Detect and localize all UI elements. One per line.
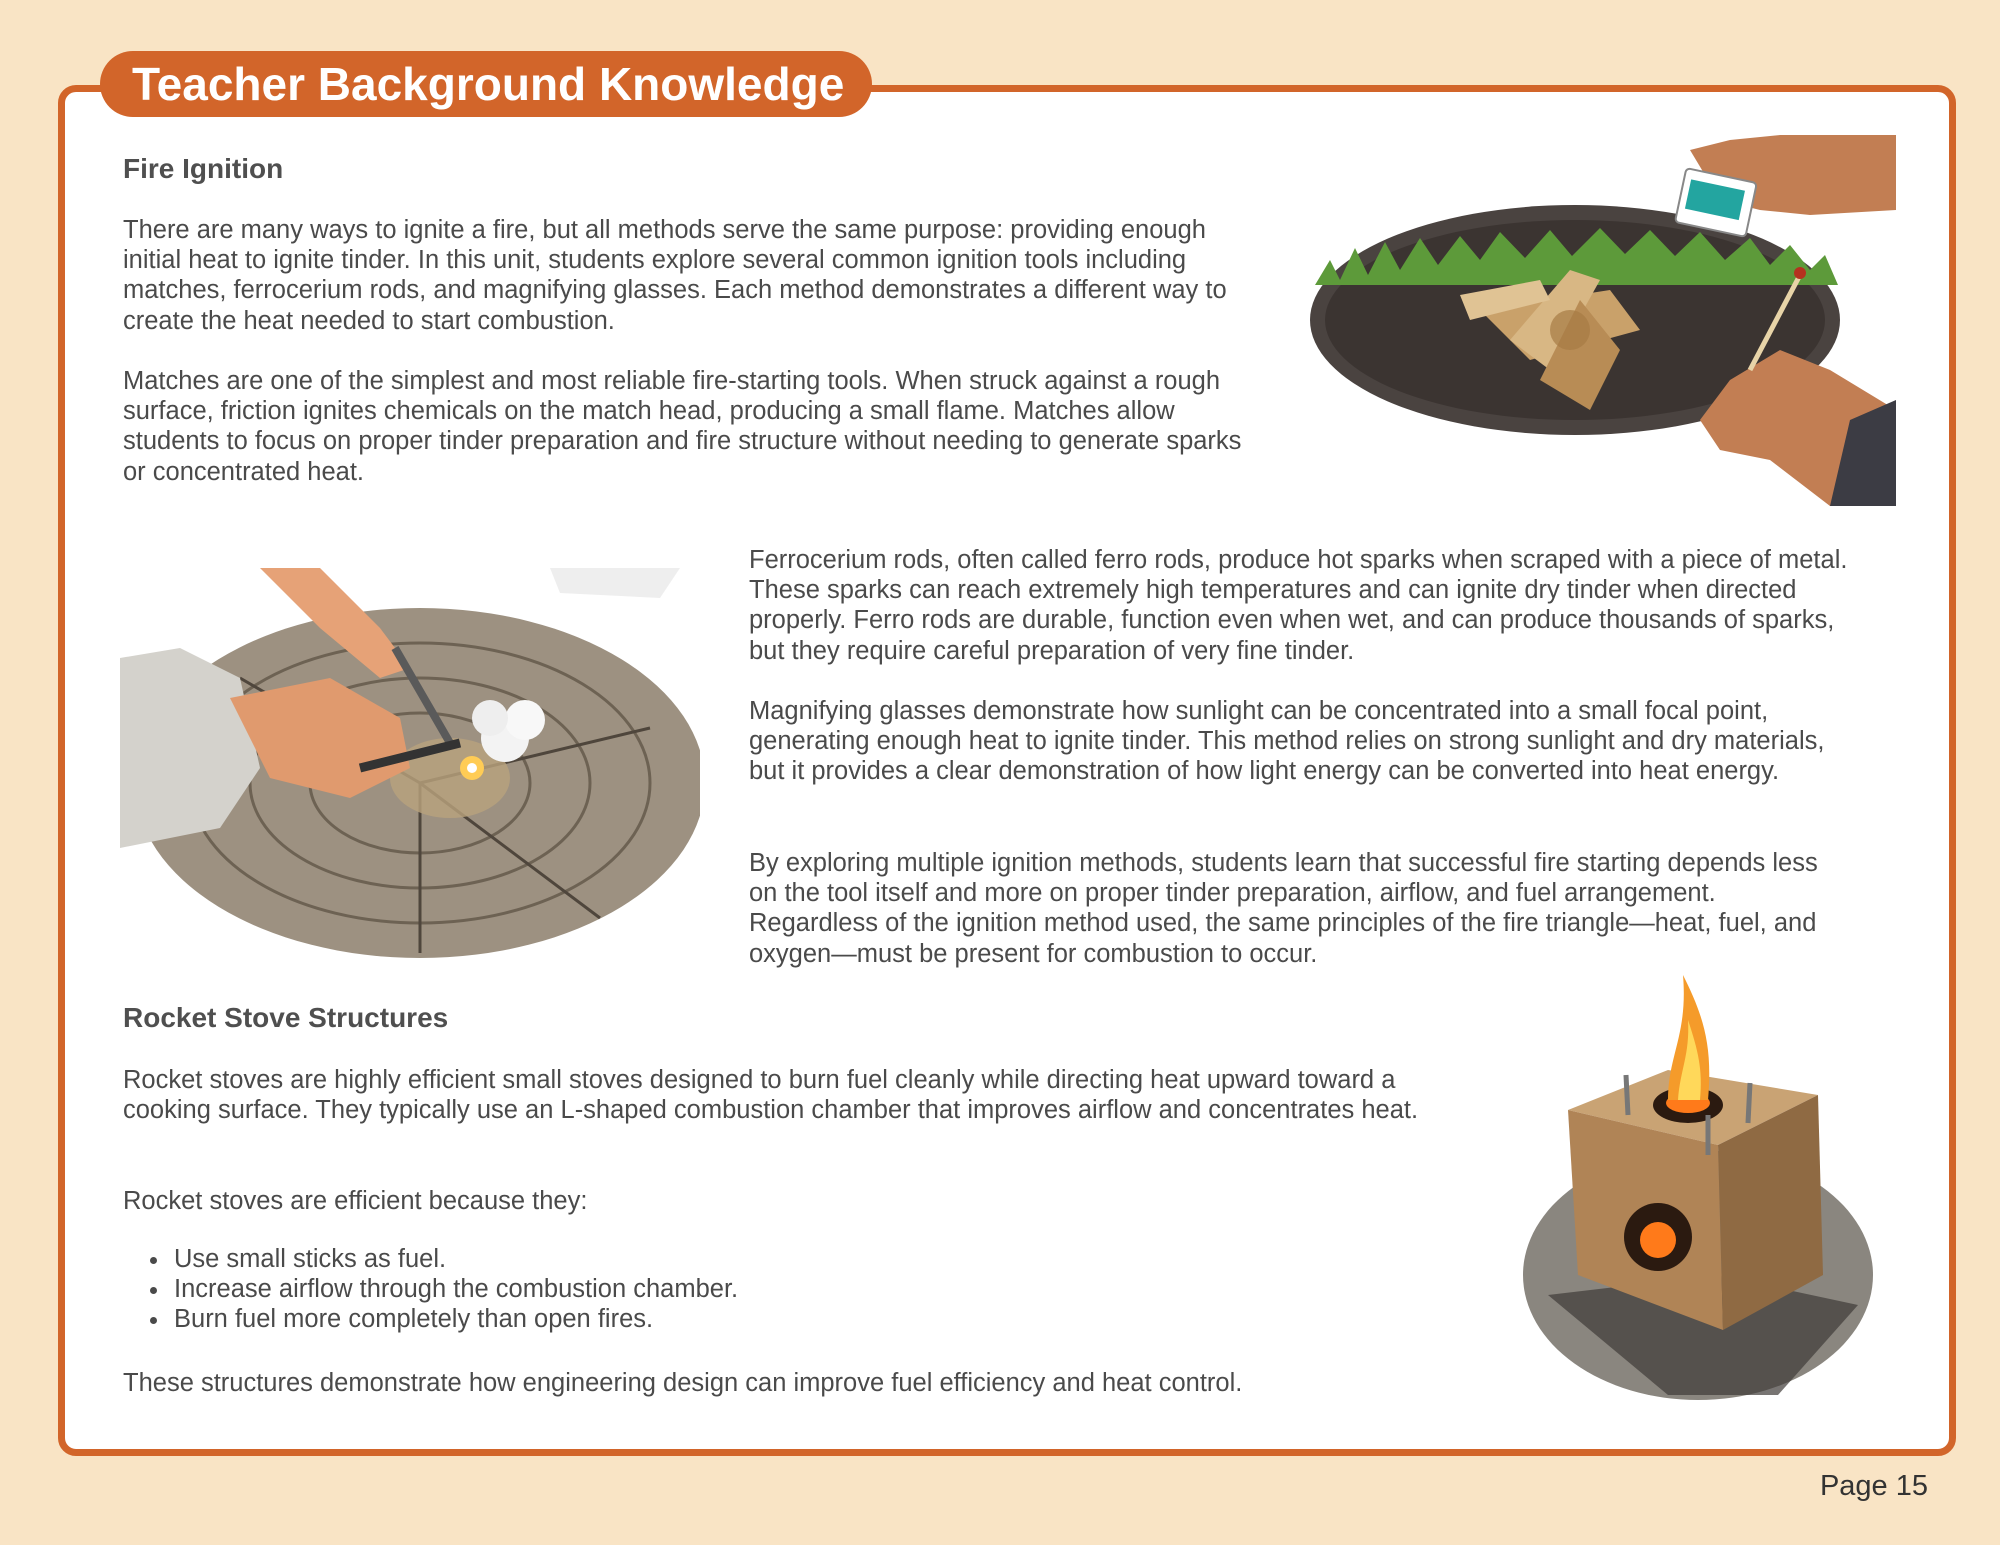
section-heading-rocket-stove: Rocket Stove Structures <box>123 1002 449 1033</box>
ferro-rod-illustration <box>120 568 700 960</box>
list-item: Increase airflow through the combustion chamber. <box>150 1274 738 1304</box>
match-lighting-illustration <box>1310 120 1896 506</box>
page-title: Teacher Background Knowledge <box>100 51 872 117</box>
page-number: Page 15 <box>1819 1470 1928 1502</box>
paragraph-matches: Matches are one of the simplest and most reliable fire-starting tools. When struck against a rough surface, friction ignites chemicals on the match head, producing a small flame. Matches allow students to focus on proper tinder preparation and fire structure without needing to generate sparks or concentrated heat. <box>123 367 1242 486</box>
paragraph-ferro-rods: Ferrocerium rods, often called ferro rods, produce hot sparks when scraped with a piece of metal. These sparks can reach extremely high temperatures and can ignite dry tinder when directed properly. Ferro rods are durable, function even when wet, and can produce thousands of sparks, but they require careful preparation of very fine tinder. <box>749 546 1848 665</box>
section-heading-fire-ignition: Fire Ignition <box>123 153 284 184</box>
list-item: Use small sticks as fuel. <box>150 1244 738 1274</box>
rocket-stove-illustration <box>1518 975 1880 1415</box>
paragraph-rocket-stove-intro: Rocket stoves are highly efficient small stoves designed to burn fuel cleanly while directing heat upward toward a cooking surface. They typically use an L-shaped combustion chamber that improves airflow and concentrates heat. <box>123 1066 1419 1125</box>
paragraph-conclusion: By exploring multiple ignition methods, students learn that successful fire starting depends less on the tool itself and more on proper tinder preparation, airflow, and fuel arrangement. Regardless of the ignition method used, the same principles of the fire triangle—heat, fuel, and oxygen—must be present for combustion to occur. <box>749 849 1818 968</box>
efficiency-list <box>150 1244 738 1335</box>
list-item: Burn fuel more completely than open fires. <box>150 1304 738 1334</box>
paragraph-rocket-stove-closing: These structures demonstrate how engineering design can improve fuel efficiency and heat control. <box>123 1369 1243 1397</box>
paragraph-rocket-stove-lead: Rocket stoves are efficient because they: <box>123 1187 588 1215</box>
paragraph-magnifying-glasses: Magnifying glasses demonstrate how sunlight can be concentrated into a small focal point, generating enough heat to ignite tinder. This method relies on strong sunlight and dry materials, but it provides a clear demonstration of how light energy can be converted into heat energy. <box>749 697 1825 786</box>
paragraph-intro: There are many ways to ignite a fire, but all methods serve the same purpose: providing enough initial heat to ignite tinder. In this unit, students explore several common ignition tools including matches, ferrocerium rods, and magnifying glasses. Each method demonstrates a different way to create the heat needed to start combustion. <box>123 216 1227 335</box>
